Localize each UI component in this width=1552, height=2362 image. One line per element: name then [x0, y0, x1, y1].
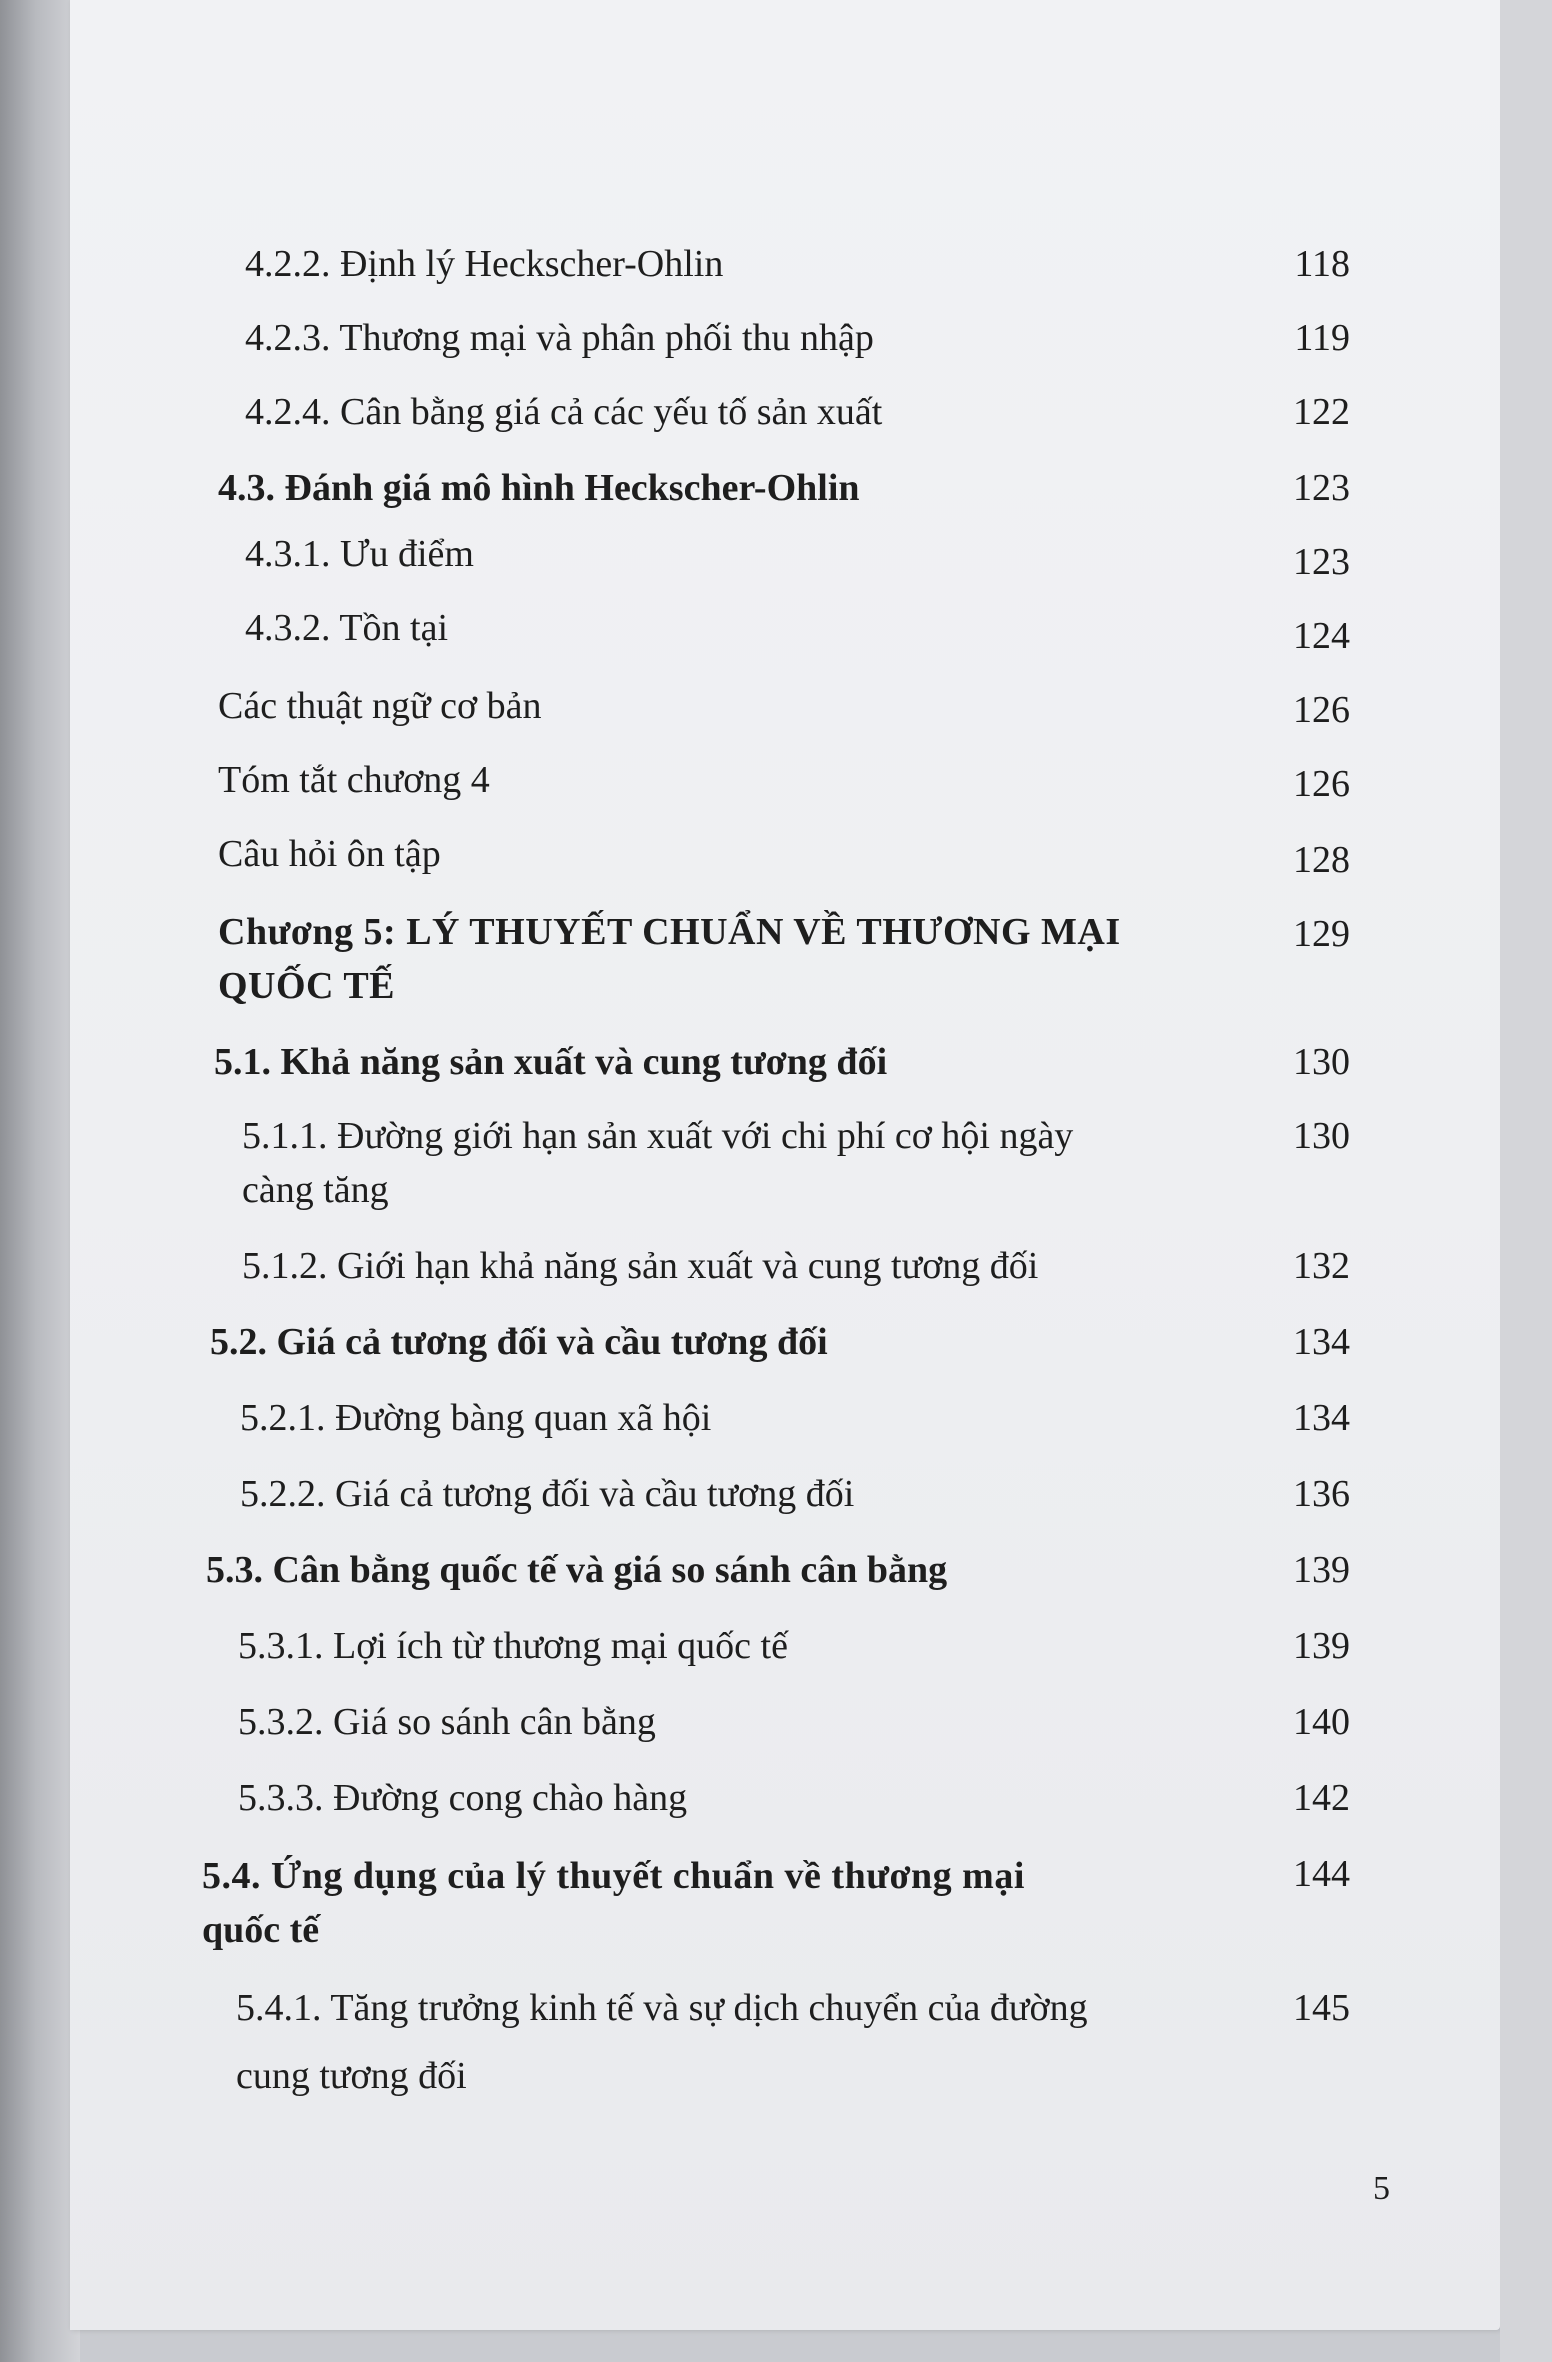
- toc-page-5-1-2: 132: [1293, 1245, 1350, 1287]
- toc-section-5-1: 5.1. Khả năng sản xuất và cung tương đối: [214, 1041, 888, 1083]
- page-number: 5: [1373, 2170, 1390, 2207]
- toc-page-5-2-1: 134: [1293, 1397, 1350, 1439]
- toc-page-5-3-3: 142: [1293, 1777, 1350, 1819]
- toc-page-5-2: 134: [1293, 1321, 1350, 1363]
- toc-page-5-1-1: 130: [1293, 1115, 1350, 1157]
- toc-entry-5-4-1-line1: 5.4.1. Tăng trưởng kinh tế và sự dịch chuyển của đường: [236, 1987, 1088, 2029]
- toc-entry-5-3-1: 5.3.1. Lợi ích từ thương mại quốc tế: [238, 1625, 788, 1667]
- toc-chapter-5-line1: Chương 5: LÝ THUYẾT CHUẨN VỀ THƯƠNG MẠI: [218, 911, 1121, 953]
- toc-entry-5-1-1-line1: 5.1.1. Đường giới hạn sản xuất với chi phí cơ hội ngày: [242, 1115, 1074, 1157]
- toc-page-5-2-2: 136: [1293, 1473, 1350, 1515]
- toc-page-5-1: 130: [1293, 1041, 1350, 1083]
- toc-page-chapter-5: 129: [1293, 913, 1350, 955]
- toc-entry-4-2-2: 4.2.2. Định lý Heckscher-Ohlin: [245, 243, 724, 285]
- toc-entry-5-2-1: 5.2.1. Đường bàng quan xã hội: [240, 1397, 712, 1439]
- toc-section-4-3: 4.3. Đánh giá mô hình Heckscher-Ohlin: [218, 467, 860, 509]
- toc-entry-summary: Tóm tắt chương 4: [218, 759, 490, 801]
- toc-page-4-3: 123: [1293, 467, 1350, 509]
- toc-page-4-2-4: 122: [1293, 391, 1350, 433]
- toc-page-5-3-2: 140: [1293, 1701, 1350, 1743]
- toc-page-5-4: 144: [1293, 1853, 1350, 1895]
- toc-page-key-terms: 126: [1293, 689, 1350, 731]
- toc-page-review-questions: 128: [1293, 839, 1350, 881]
- toc-entry-5-1-2: 5.1.2. Giới hạn khả năng sản xuất và cung tương đối: [242, 1245, 1039, 1287]
- toc-entry-4-3-2: 4.3.2. Tồn tại: [245, 607, 449, 649]
- toc-section-5-2: 5.2. Giá cả tương đối và cầu tương đối: [210, 1321, 828, 1363]
- toc-page-5-4-1: 145: [1293, 1987, 1350, 2029]
- toc-page-5-3: 139: [1293, 1549, 1350, 1591]
- toc-section-5-4-line1: 5.4. Ứng dụng của lý thuyết chuẩn về thương mại: [202, 1855, 1025, 1897]
- toc-entry-key-terms: Các thuật ngữ cơ bản: [218, 685, 542, 727]
- toc-section-5-3: 5.3. Cân bằng quốc tế và giá so sánh cân bằng: [206, 1549, 948, 1591]
- toc-entry-5-1-1-line2: càng tăng: [242, 1169, 389, 1211]
- toc-chapter-5-line2: QUỐC TẾ: [218, 965, 396, 1007]
- toc-entry-5-4-1-line2: cung tương đối: [236, 2055, 467, 2097]
- toc-entry-5-2-2: 5.2.2. Giá cả tương đối và cầu tương đối: [240, 1473, 855, 1515]
- toc-page-5-3-1: 139: [1293, 1625, 1350, 1667]
- toc-entry-4-2-3: 4.2.3. Thương mại và phân phối thu nhập: [245, 317, 874, 359]
- toc-page-4-2-3: 119: [1294, 317, 1350, 359]
- toc-entry-4-3-1: 4.3.1. Ưu điểm: [245, 533, 474, 575]
- toc-entry-5-3-2: 5.3.2. Giá so sánh cân bằng: [238, 1701, 656, 1743]
- toc-page-4-3-2: 124: [1293, 615, 1350, 657]
- toc-section-5-4-line2: quốc tế: [202, 1909, 320, 1951]
- toc-entry-review-questions: Câu hỏi ôn tập: [218, 833, 441, 875]
- toc-page-4-2-2: 118: [1294, 243, 1350, 285]
- toc-entry-4-2-4: 4.2.4. Cân bằng giá cả các yếu tố sản xuất: [245, 391, 883, 433]
- toc-page-4-3-1: 123: [1293, 541, 1350, 583]
- toc-entry-5-3-3: 5.3.3. Đường cong chào hàng: [238, 1777, 688, 1819]
- toc-page-summary: 126: [1293, 763, 1350, 805]
